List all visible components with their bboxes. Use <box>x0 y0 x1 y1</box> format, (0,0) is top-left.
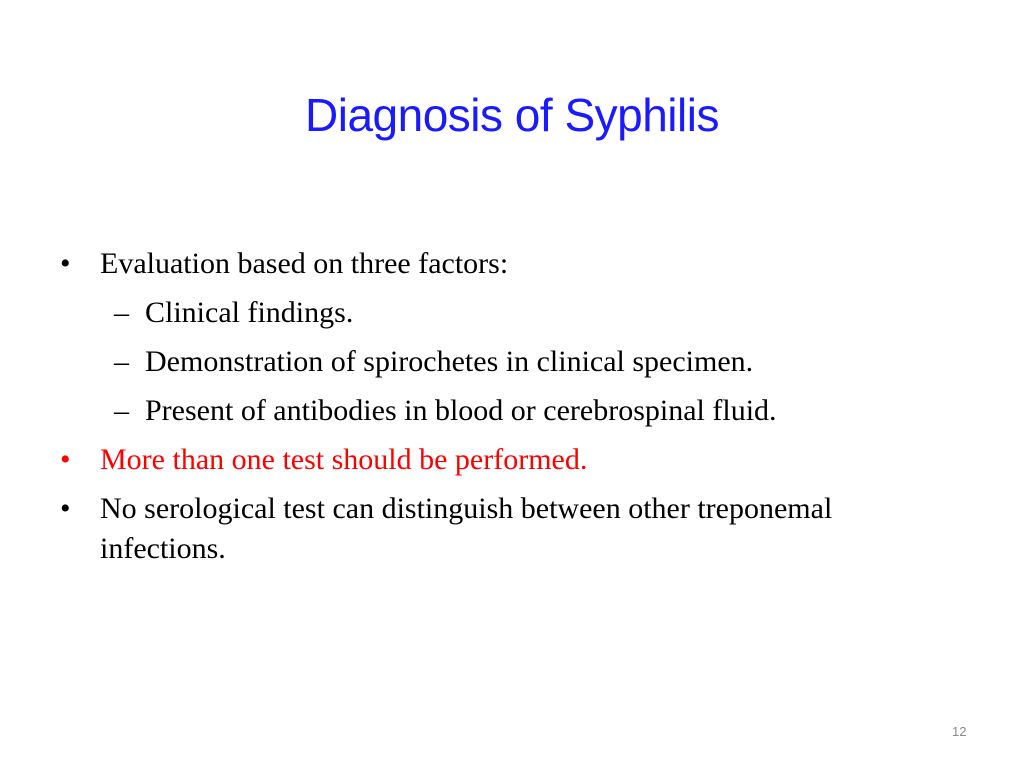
sub-item-clinical-findings <box>58 293 958 333</box>
sub-item-text: Clinical findings. <box>145 296 354 329</box>
bullet-text: Evaluation based on three factors: <box>100 247 509 280</box>
bullet-item-evaluation <box>58 244 958 284</box>
sub-marker: – <box>114 296 129 329</box>
sub-marker: – <box>114 394 129 427</box>
bullet-text: More than one test should be performed. <box>100 443 588 476</box>
sub-item-antibodies <box>58 391 958 431</box>
bullet-item-multiple-tests <box>58 440 958 480</box>
bullet-text: No serological test can distinguish between other treponemal infections. <box>100 492 833 565</box>
slide-body <box>58 244 958 578</box>
sub-item-spirochetes <box>58 342 958 382</box>
bullet-marker: • <box>60 247 71 280</box>
sub-item-text: Present of antibodies in blood or cerebrospinal fluid. <box>145 394 777 427</box>
sub-item-text: Demonstration of spirochetes in clinical specimen. <box>145 345 754 378</box>
slide-title: Diagnosis of Syphilis <box>305 89 719 141</box>
page-number: 12 <box>952 724 967 739</box>
bullet-marker: • <box>60 492 71 525</box>
bullet-marker: • <box>60 443 71 476</box>
bullet-item-serological-test <box>58 489 958 569</box>
sub-marker: – <box>114 345 129 378</box>
